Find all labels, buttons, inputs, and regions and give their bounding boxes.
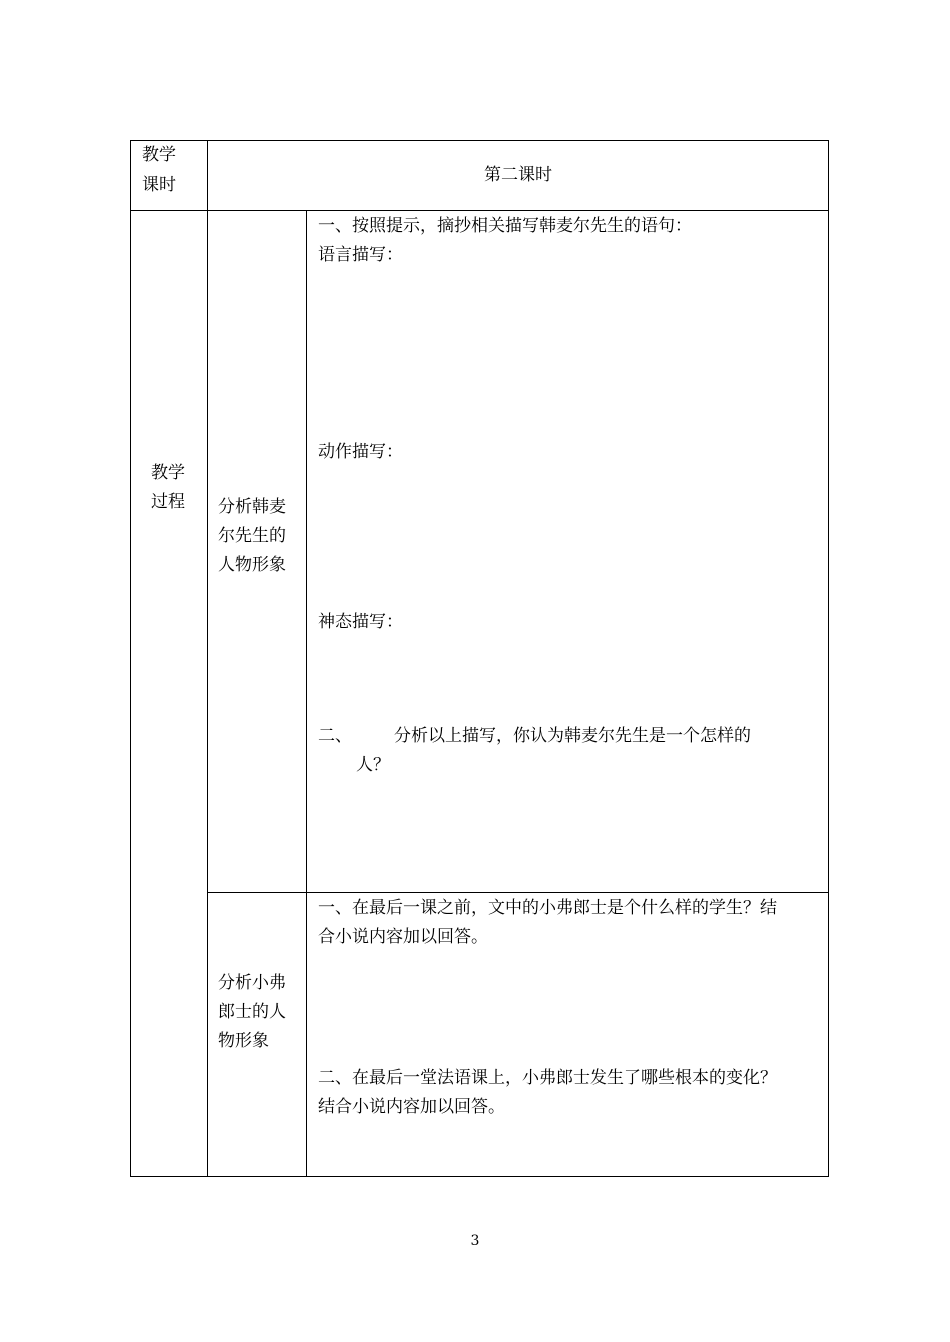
action-description-label: 动作描写： xyxy=(318,442,403,462)
section2-topic-line3: 物形象 xyxy=(218,1031,269,1051)
language-description-label: 语言描写： xyxy=(318,245,403,265)
section2-question2-line2: 结合小说内容加以回答。 xyxy=(318,1097,505,1117)
lesson-title: 第二课时 xyxy=(484,165,552,185)
section1-item1: 一、按照提示，摘抄相关描写韩麦尔先生的语句： xyxy=(318,216,692,236)
table-border-right xyxy=(828,140,829,1177)
section2-question1-line2: 合小说内容加以回答。 xyxy=(318,927,488,947)
section1-topic-line2: 尔先生的 xyxy=(218,526,286,546)
table-border-header-bottom xyxy=(130,210,829,211)
section1-item2-line1: 分析以上描写，你认为韩麦尔先生是一个怎样的 xyxy=(394,726,751,746)
page-number: 3 xyxy=(470,1233,480,1249)
section2-topic-line2: 郎士的人 xyxy=(218,1002,286,1022)
section1-topic-line3: 人物形象 xyxy=(218,555,286,575)
header-left-label-line2: 课时 xyxy=(142,175,176,195)
header-left-label-line1: 教学 xyxy=(142,145,176,165)
section2-question1-line1: 一、在最后一课之前，文中的小弗郎士是个什么样的学生？结 xyxy=(318,898,777,918)
table-border-bottom xyxy=(130,1176,829,1177)
section2-question2-line1: 二、在最后一堂法语课上，小弗郎士发生了哪些根本的变化？ xyxy=(318,1068,777,1088)
section1-topic-line1: 分析韩麦 xyxy=(218,497,286,517)
expression-description-label: 神态描写： xyxy=(318,612,403,632)
table-border-col1 xyxy=(207,140,208,1177)
process-label-line2: 过程 xyxy=(151,492,185,512)
section1-item2-line2: 人？ xyxy=(356,755,390,775)
table-border-left xyxy=(130,140,131,1177)
process-label-line1: 教学 xyxy=(151,463,185,483)
table-border-section-divider xyxy=(207,892,829,893)
table-border-col2 xyxy=(306,210,307,1177)
table-border-top xyxy=(130,140,829,141)
section1-item2-prefix: 二、 xyxy=(318,726,352,746)
section2-topic-line1: 分析小弗 xyxy=(218,973,286,993)
